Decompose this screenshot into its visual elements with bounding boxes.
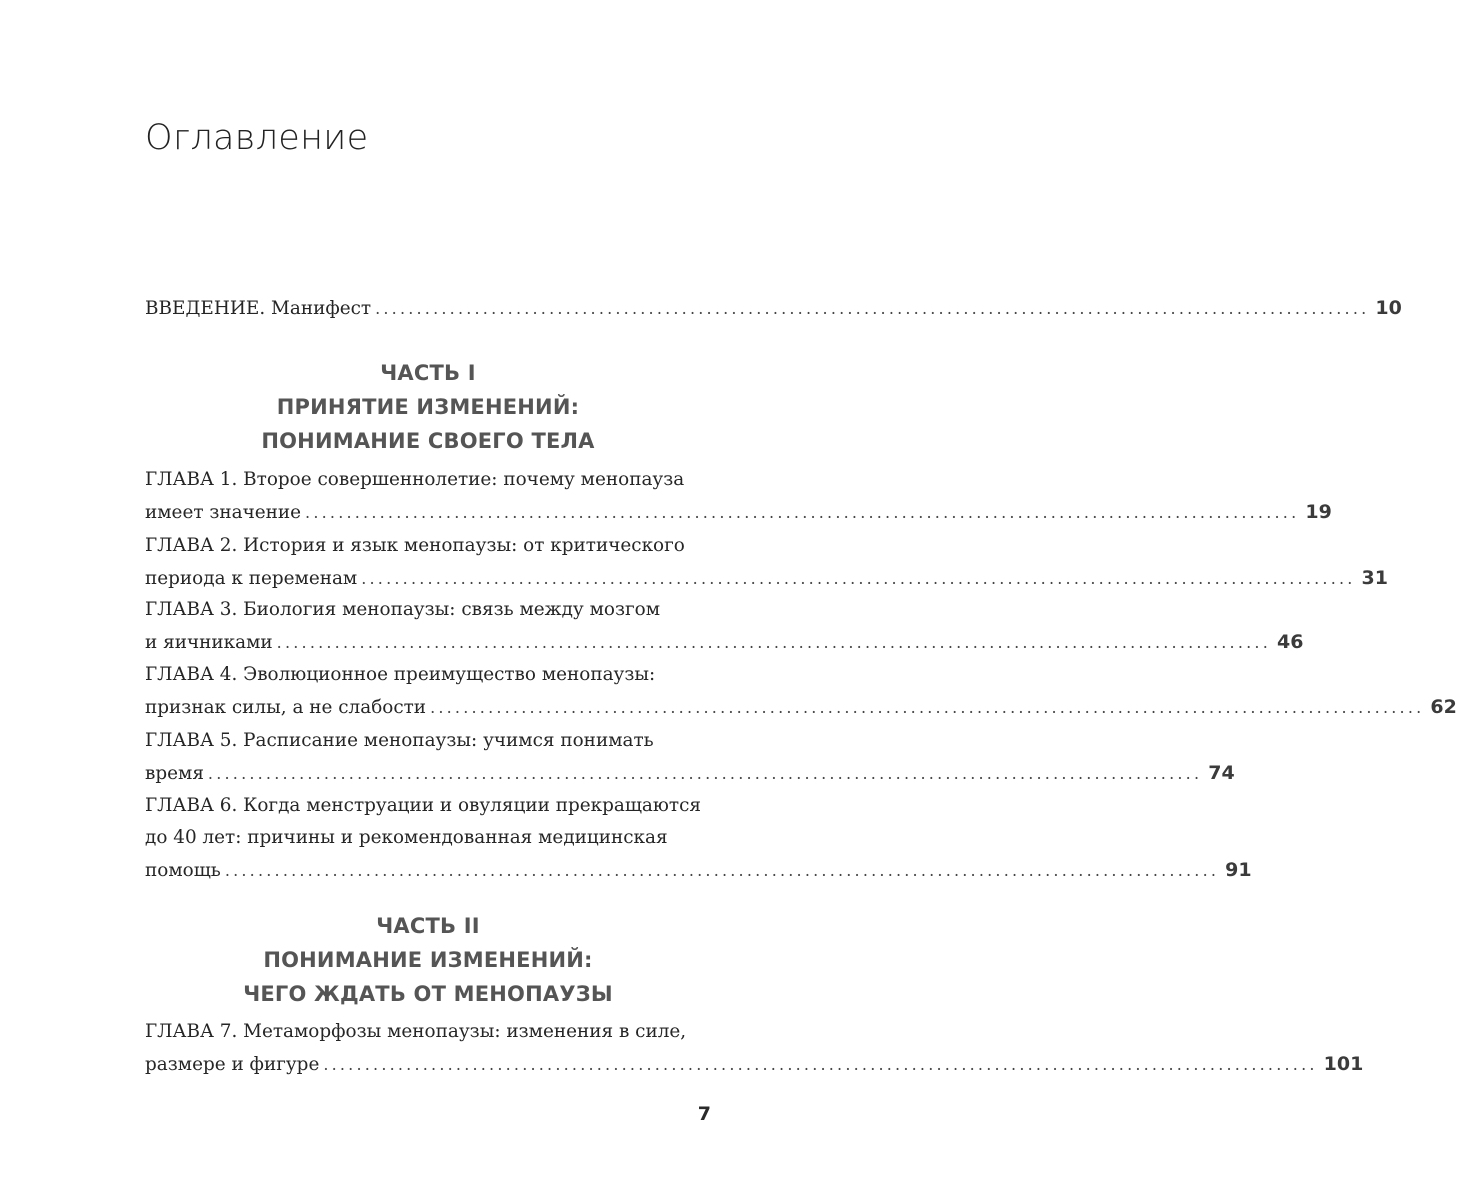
- toc-page-number: 10: [1375, 297, 1402, 319]
- page-title: Оглавление: [145, 118, 369, 158]
- toc-entry-text: и яичниками: [145, 632, 273, 653]
- toc-page-number: 62: [1430, 696, 1457, 718]
- toc-page-number: 101: [1323, 1053, 1364, 1075]
- toc-page-number: 46: [1276, 631, 1304, 653]
- dot-leader: ........................................................................................................................: [430, 698, 1425, 717]
- toc-page-number: 31: [1361, 567, 1388, 589]
- dot-leader: ........................................................................................................................: [361, 569, 1356, 588]
- toc-entry-text: ГЛАВА 2. История и язык менопаузы: от критического: [145, 535, 685, 556]
- toc-entry-intro[interactable]: [145, 292, 1402, 325]
- toc-entry-text: ГЛАВА 5. Расписание менопаузы: учимся понимать: [145, 730, 654, 751]
- part-title-line: ЧЕГО ЖДАТЬ ОТ МЕНОПАУЗЫ: [243, 982, 613, 1006]
- part-label: ЧАСТЬ II: [376, 914, 480, 938]
- dot-leader: ........................................................................................................................: [375, 299, 1370, 318]
- dot-leader: ........................................................................................................................: [224, 861, 1220, 880]
- toc-page-number: 91: [1225, 859, 1252, 881]
- toc-page-number: 19: [1305, 501, 1332, 523]
- toc-entry-text: имеет значение: [145, 502, 302, 523]
- part-title-line: ПРИНЯТИЕ ИЗМЕНЕНИЙ:: [276, 395, 580, 419]
- toc-entry-text: ГЛАВА 3. Биология менопаузы: связь между мозгом: [145, 599, 661, 620]
- toc-page-number: 74: [1208, 762, 1235, 784]
- toc-entry-text: помощь: [145, 860, 221, 881]
- dot-leader: ........................................................................................................................: [305, 503, 1300, 522]
- dot-leader: ........................................................................................................................: [207, 764, 1203, 783]
- toc-entry-text: ГЛАВА 4. Эволюционное преимущество менопаузы:: [145, 664, 656, 685]
- dot-leader: ........................................................................................................................: [276, 633, 1271, 652]
- toc-entry-text: ВВЕДЕНИЕ. Манифест: [145, 298, 372, 319]
- toc-entry-text: ГЛАВА 1. Второе совершеннолетие: почему менопауза: [145, 469, 685, 490]
- toc-entry-text: ГЛАВА 7. Метаморфозы менопаузы: изменения в силе,: [145, 1021, 687, 1042]
- toc-entry-chapter-4[interactable]: [145, 659, 1457, 724]
- toc-entry-chapter-5[interactable]: [145, 725, 1235, 790]
- toc-entry-text: признак силы, а не слабости: [145, 697, 427, 718]
- toc-entry-text: до 40 лет: причины и рекомендованная медицинская: [145, 827, 668, 848]
- toc-entry-text: размере и фигуре: [145, 1054, 320, 1075]
- toc-entry-text: периода к переменам: [145, 568, 358, 589]
- toc-entry-chapter-3[interactable]: [145, 594, 1304, 659]
- dot-leader: ........................................................................................................................: [323, 1055, 1318, 1074]
- toc-entry-chapter-6[interactable]: [145, 790, 1252, 887]
- part-heading-1: [145, 356, 711, 458]
- part-title-line: ПОНИМАНИЕ СВОЕГО ТЕЛА: [261, 429, 595, 453]
- toc-entry-text: ГЛАВА 6. Когда менструации и овуляции прекращаются: [145, 795, 701, 816]
- page-folio: 7: [697, 1103, 711, 1125]
- toc-entry-chapter-2[interactable]: [145, 530, 1388, 595]
- part-title-line: ПОНИМАНИЕ ИЗМЕНЕНИЙ:: [263, 948, 593, 972]
- part-heading-2: [145, 909, 711, 1011]
- toc-entry-chapter-7[interactable]: [145, 1016, 1364, 1081]
- part-label: ЧАСТЬ I: [380, 361, 476, 385]
- toc-entry-text: время: [145, 763, 204, 784]
- toc-entry-chapter-1[interactable]: [145, 464, 1332, 529]
